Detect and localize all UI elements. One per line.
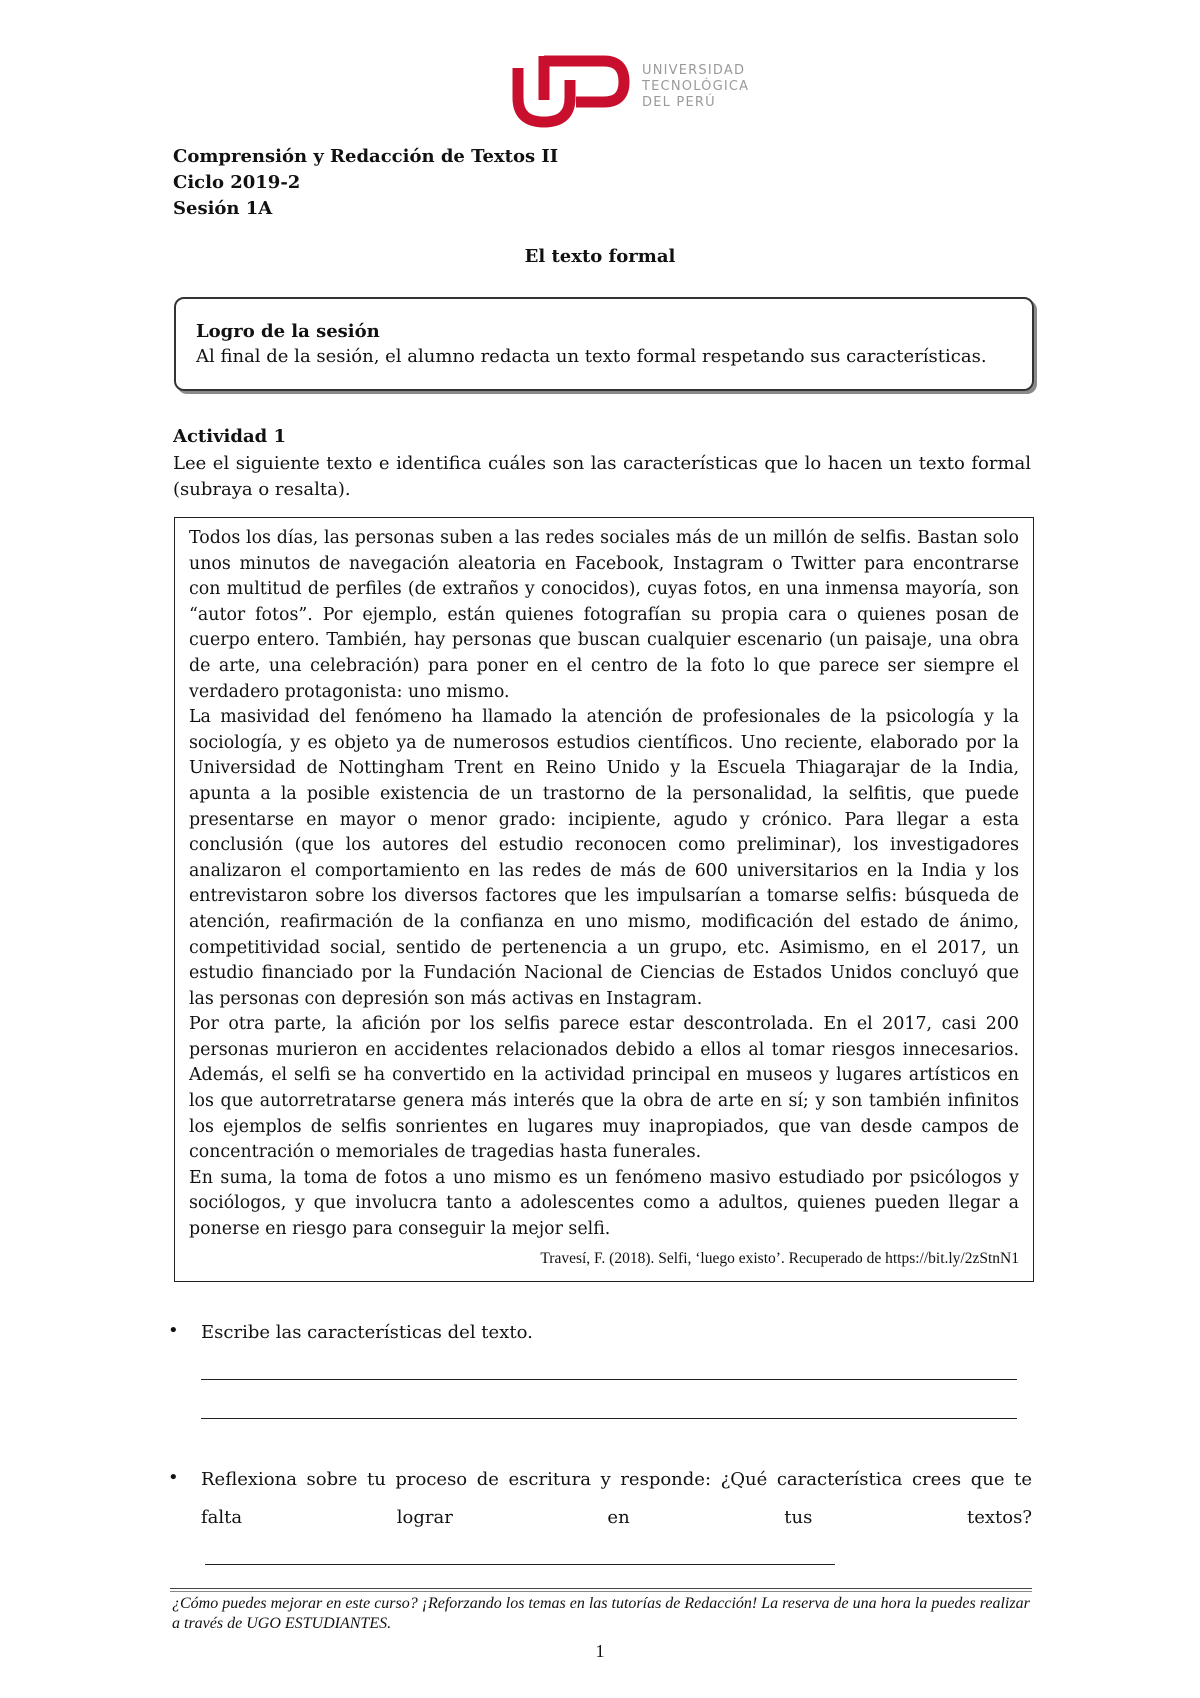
- logo-wordmark: [642, 63, 749, 111]
- reading-text: [189, 526, 1019, 1243]
- answer-line[interactable]: [201, 1418, 1017, 1419]
- page-number: 1: [595, 1641, 605, 1661]
- activity-instruction: Lee el siguiente texto e identifica cuáles son las características que lo hacen un texto formal (subraya o resalta).: [173, 453, 1031, 500]
- course-name: Comprensión y Redacción de Textos II: [173, 146, 559, 167]
- session-goal-box: [174, 297, 1034, 391]
- bullet-icon: •: [168, 1467, 179, 1488]
- question-2-block: [201, 1461, 1032, 1575]
- reading-paragraph: Por otra parte, la afición por los selfis parece estar descontrolada. En el 2017, casi 200 personas murieron en accidentes relacionados debido a ellos al tomar riesgos innecesarios. Además, el selfi se ha convertido en la actividad principal en museos y lugares artísticos en los que autorretratarse genera más interés que la obra de arte en sí; y son también infinitos los ejemplos de selfis sonrientes en lugares muy inapropiados, que van desde campos de concentración o memoriales de tragedias hasta funerales.: [189, 1014, 1019, 1163]
- footer-divider: [170, 1588, 1032, 1589]
- answer-line[interactable]: [205, 1544, 835, 1565]
- goal-text: Al final de la sesión, el alumno redacta un texto formal respetando sus características.: [196, 346, 987, 367]
- logo-line: DEL PERÚ: [642, 95, 716, 110]
- goal-title: Logro de la sesión: [196, 321, 380, 342]
- course-session: Sesión 1A: [173, 198, 273, 219]
- footer-note: ¿Cómo puedes mejorar en este curso? ¡Reforzando los temas en las tutorías de Redacción! La reserva de una hora la puedes realizar a través de UGO ESTUDIANTES.: [172, 1595, 1030, 1632]
- question-2-text: Reflexiona sobre tu proceso de escritura y responde: ¿Qué característica crees que te falta lograr en tus textos?: [201, 1469, 1032, 1528]
- reading-paragraph: Todos los días, las personas suben a las redes sociales más de un millón de selfis. Bastan solo unos minutos de navegación aleatoria en Facebook, Instagram o Twitter para encontrarse con multitud de perfiles (de extraños y conocidos), cuyas fotos, en una inmensa mayoría, son “autor fotos”. Por ejemplo, están quienes fotografían su propia cara o quienes posan de cuerpo entero. También, hay personas que buscan cualquier escenario (un paisaje, una obra de arte, una celebración) para poner en el centro de la foto lo que parece ser siempre el verdadero protagonista: uno mismo.: [189, 528, 1019, 702]
- course-header: [173, 144, 558, 222]
- answer-line[interactable]: [201, 1379, 1017, 1380]
- question-1-text: Escribe las características del texto.: [201, 1322, 533, 1343]
- reading-citation: Travesí, F. (2018). Selfi, ‘luego existo’. Recuperado de https://bit.ly/2zStnN1: [540, 1250, 1019, 1267]
- course-cycle: Ciclo 2019-2: [173, 172, 301, 193]
- reading-box: [174, 517, 1034, 1282]
- footer-divider: [170, 1591, 1032, 1592]
- document-title: El texto formal: [524, 246, 676, 267]
- activity-title: Actividad 1: [173, 426, 287, 447]
- logo-line: UNIVERSIDAD: [642, 63, 746, 78]
- utp-logo: [512, 52, 750, 128]
- reading-paragraph: La masividad del fenómeno ha llamado la atención de profesionales de la psicología y la sociología, y es objeto ya de numerosos estudios científicos. Uno reciente, elaborado por la Universidad de Nottingham Trent en Reino Unido y la Escuela Thiagarajar de la India, apunta a la posible existencia de un trastorno de la personalidad, la selfitis, que puede presentarse en mayor o menor grado: incipiente, agudo y crónico. Para llegar a esta conclusión (que los autores del estudio reconocen como preliminar), los investigadores analizaron el comportamiento en las redes de más de 600 universitarios en la India y los entrevistaron sobre los diversos factores que les impulsarían a tomarse selfis: búsqueda de atención, reafirmación de la confianza en uno mismo, modificación del estado de ánimo, competitividad social, sentido de pertenencia a un grupo, etc. Asimismo, en el 2017, un estudio financiado por la Fundación Nacional de Ciencias de Estados Unidos concluyó que las personas con depresión son más activas en Instagram.: [189, 707, 1019, 1009]
- logo-line: TECNOLÓGICA: [642, 79, 750, 94]
- reading-paragraph: En suma, la toma de fotos a uno mismo es un fenómeno masivo estudiado por psicólogos y sociólogos, y que involucra tanto a adolescentes como a adultos, quienes pueden llegar a ponerse en riesgo para conseguir la mejor selfi.: [189, 1167, 1019, 1240]
- utp-logo-icon: [512, 52, 632, 128]
- bullet-icon: •: [168, 1320, 179, 1341]
